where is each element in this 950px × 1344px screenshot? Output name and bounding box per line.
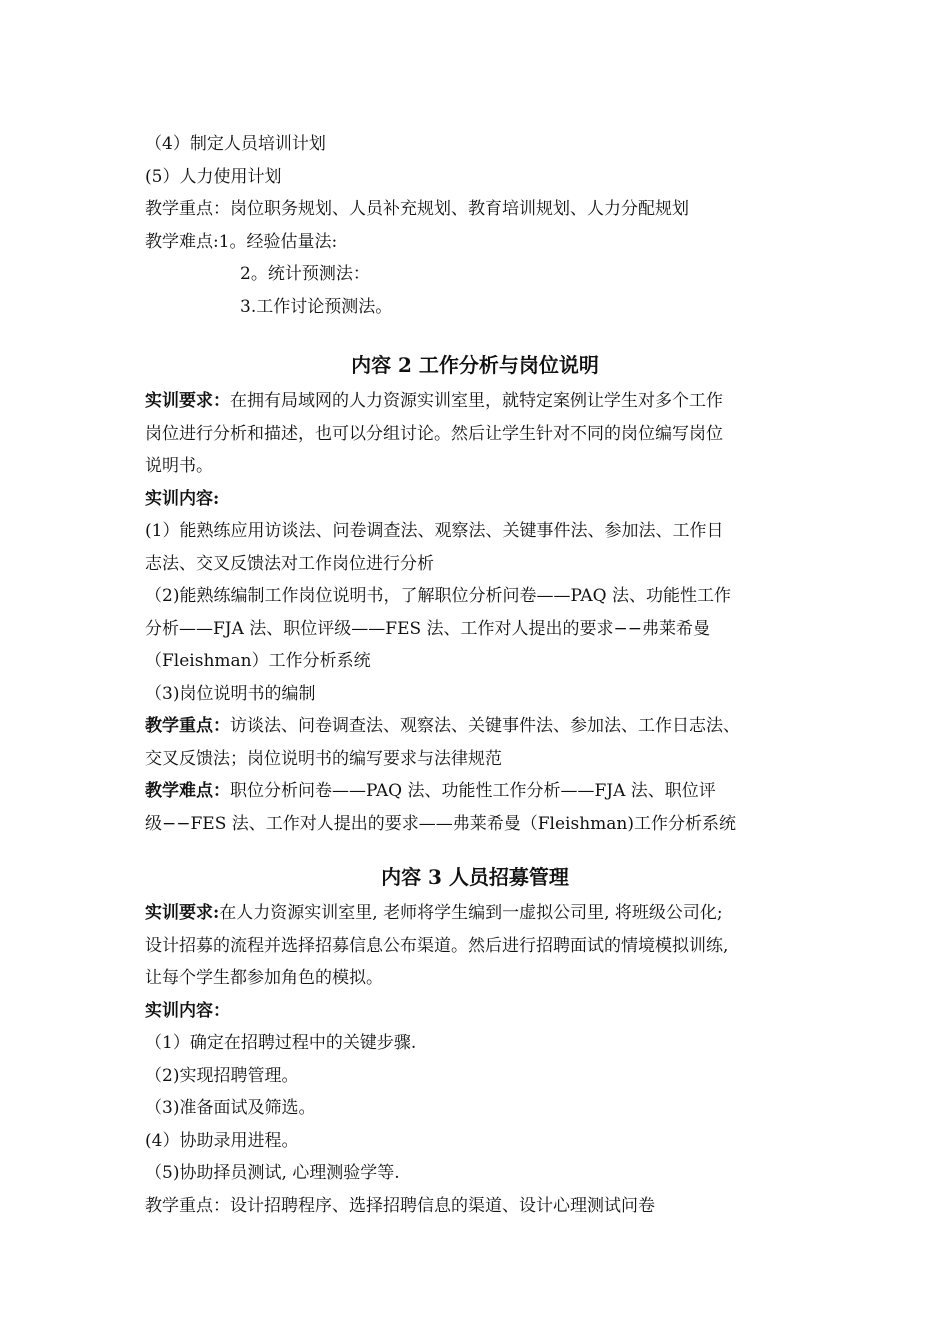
section3-title: 内容 3 人员招募管理 [381,865,569,889]
training-requirement-label: 实训要求: [145,903,220,923]
list-item-continuation: （Fleishman）工作分析系统 [145,651,371,671]
teaching-key-points-label: 教学重点： [145,716,230,736]
list-item: (4）协助录用进程。 [145,1130,299,1151]
list-item-continuation: 分析——FJA 法、职位评级——FES 法、工作对人提出的要求−−弗莱希曼 [145,618,711,639]
teaching-key-points: 教学重点：岗位职务规划、人员补充规划、教育培训规划、人力分配规划 [145,199,689,219]
training-content-label: 实训内容： [145,1000,230,1021]
list-item-continuation: 志法、交叉反馈法对工作岗位进行分析 [145,553,434,574]
paragraph-text: 在人力资源实训室里, 老师将学生编到一虚拟公司里, 将班级公司化; [219,903,723,923]
section1-block [145,128,825,323]
teaching-key-points: 教学重点：设计招聘程序、选择招聘信息的渠道、设计心理测试问卷 [145,1195,655,1216]
paragraph-text: 职位分析问卷——PAQ 法、功能性工作分析——FJA 法、职位评 [230,781,716,801]
list-item: 3.工作讨论预测法。 [240,296,393,317]
teaching-difficulties [145,775,825,808]
paragraph-line: 级−−FES 法、工作对人提出的要求——弗莱希曼（Fleishman)工作分析系统 [145,813,736,834]
training-requirement [145,385,825,418]
training-requirement [145,897,825,930]
teaching-difficulties: 教学难点:1。经验估量法: [145,231,338,252]
training-requirement-label: 实训要求： [145,391,230,411]
list-item: （2)能熟练编制工作岗位说明书，了解职位分析问卷——PAQ 法、功能性工作 [145,586,731,606]
training-content-label: 实训内容: [145,488,220,509]
paragraph-line: 岗位进行分析和描述，也可以分组讨论。然后让学生针对不同的岗位编写岗位 [145,423,723,444]
list-item: （5)协助择员测试, 心理测验学等. [145,1163,400,1183]
paragraph-text: 访谈法、问卷调查法、观察法、关键事件法、参加法、工作日志法、 [230,716,740,736]
list-item: （4）制定人员培训计划 [145,134,326,154]
teaching-difficulties-label: 教学难点： [145,781,230,801]
section2-title: 内容 2 工作分析与岗位说明 [351,353,599,377]
list-item: (1）能熟练应用访谈法、问卷调查法、观察法、关键事件法、参加法、工作日 [145,521,724,541]
list-item: (5）人力使用计划 [145,166,282,187]
paragraph-line: 设计招募的流程并选择招募信息公布渠道。然后进行招聘面试的情境模拟训练, [145,935,729,956]
list-item: 2。统计预测法： [240,264,370,284]
list-item: （3)岗位说明书的编制 [145,683,316,704]
paragraph-line: 交叉反馈法；岗位说明书的编写要求与法律规范 [145,748,502,769]
list-item: （1）确定在招聘过程中的关键步骤. [145,1033,417,1053]
paragraph-text: 在拥有局域网的人力资源实训室里，就特定案例让学生对多个工作 [230,391,723,411]
list-item: （2)实现招聘管理。 [145,1065,299,1086]
teaching-key-points [145,710,825,743]
paragraph-line: 说明书。 [145,456,213,476]
section3-block [145,897,825,1222]
section2-block [145,385,825,840]
list-item: （3)准备面试及筛选。 [145,1098,316,1118]
paragraph-line: 让每个学生都参加角色的模拟。 [145,968,383,988]
